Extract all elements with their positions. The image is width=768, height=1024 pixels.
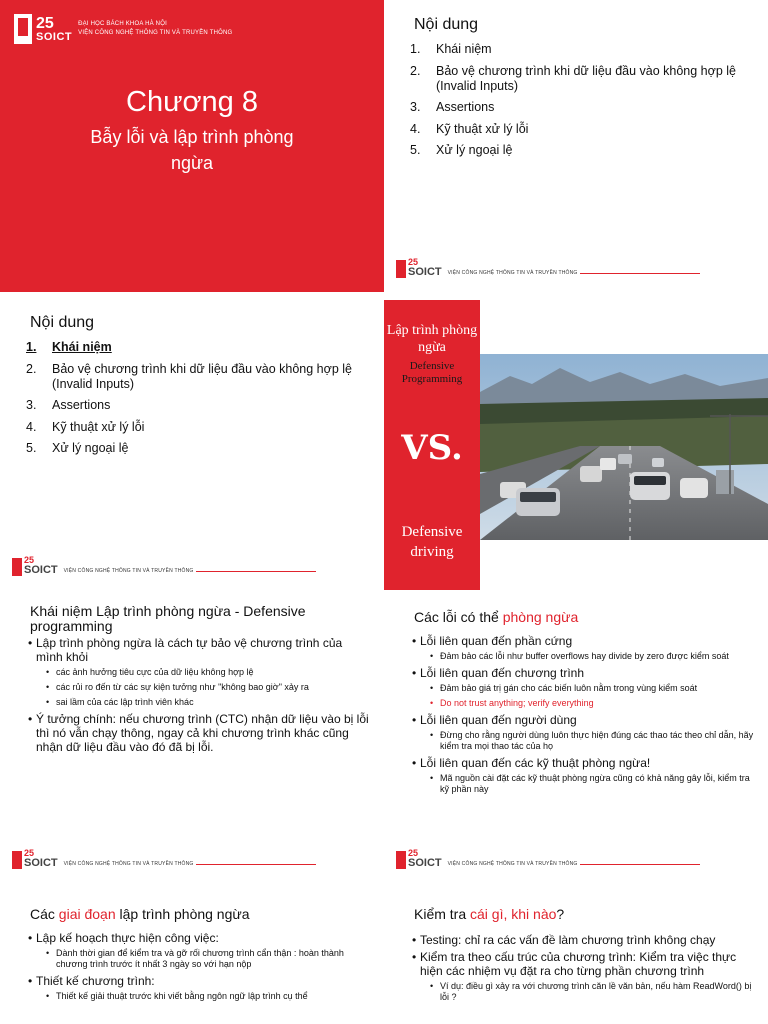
footer-text: VIỆN CÔNG NGHỆ THÔNG TIN VÀ TRUYỀN THÔNG — [63, 568, 194, 574]
footer-logo: 25 SOICT VIỆN CÔNG NGHỆ THÔNG TIN VÀ TRUYỀN THÔNG — [12, 849, 316, 869]
slide-vs — [384, 300, 768, 590]
agenda-item: 2. Bảo vệ chương trình khi dữ liệu đầu vào không hợp lệ (Invalid Inputs) — [410, 63, 736, 93]
chapter-title: Chương 8 — [126, 86, 258, 118]
agenda-item: 5. Xử lý ngoại lệ — [26, 441, 129, 455]
label-defensive-driving: Defensive driving — [401, 524, 463, 560]
slide-agenda — [384, 0, 768, 292]
bullet: • Lập kế hoạch thực hiện công việc: — [28, 931, 219, 945]
slide-preventable-errors — [384, 596, 768, 883]
institute-name: VIỆN CÔNG NGHỆ THÔNG TIN VÀ TRUYỀN THÔNG — [78, 30, 233, 36]
label-defensive-programming: Defensive Programming — [401, 360, 463, 385]
hust-logo-icon — [14, 14, 32, 44]
slide-phases — [0, 891, 384, 1024]
vs-label: VS. — [401, 428, 463, 468]
bullet: • Lỗi liên quan đến các kỹ thuật phòng ngừa! — [412, 756, 651, 770]
slide-title-errors: Các lỗi có thể phòng ngừa — [414, 609, 579, 625]
bullet: • Thiết kế chương trình: — [28, 974, 155, 988]
soict-logo-icon — [12, 558, 22, 576]
slide-what-when — [384, 891, 768, 1024]
bullet: • Lỗi liên quan đến phần cứng — [412, 634, 573, 648]
agenda-item: 3. Assertions — [410, 100, 495, 114]
sub-bullet: • Đừng cho rằng người dùng luôn thực hiện đúng các thao tác theo chỉ dẫn, hãy kiểm tra mọi thao tác của họ — [430, 730, 754, 751]
agenda-list — [410, 42, 736, 165]
agenda-item: 2. Bảo vệ chương trình khi dữ liệu đầu vào không hợp lệ (Invalid Inputs) — [26, 361, 352, 391]
soict-logo-icon — [12, 851, 22, 869]
footer-logo: 25 SOICT VIỆN CÔNG NGHỆ THÔNG TIN VÀ TRUYỀN THÔNG — [396, 258, 700, 278]
label-lap-trinh: Lập trình phòng ngừa — [386, 323, 478, 355]
sub-bullet: • các ảnh hưởng tiêu cực của dữ liệu không hợp lệ — [46, 667, 254, 677]
sub-bullet: • Đảm bảo giá trị gán cho các biến luôn nằm trong vùng kiểm soát — [430, 683, 698, 693]
slide-title-phases: Các giai đoạn lập trình phòng ngừa — [30, 906, 250, 922]
sub-bullet: • các rủi ro đến từ các sự kiện tưởng như "không bao giờ" xảy ra — [46, 682, 309, 692]
sub-bullet: • Đảm bảo các lỗi như buffer overflows hay divide by zero được kiểm soát — [430, 651, 729, 661]
sub-bullet: • Mã nguồn cài đặt các kỹ thuật phòng ngừa cũng có khả năng gây lỗi, kiểm tra kỹ phần này — [430, 773, 750, 794]
slide-title-definition: Khái niệm Lập trình phòng ngừa - Defensive programming — [30, 603, 306, 634]
slide-title — [0, 0, 384, 292]
sub-bullet: • Dành thời gian để kiểm tra và gỡ rối chương trình cẩn thận : hoàn thành chương trình trước ít nhất 3 ngày so với hạn nộp — [46, 948, 344, 969]
slide-title-check: Kiểm tra cái gì, khi nào? — [414, 906, 565, 922]
footer-logo: 25 SOICT VIỆN CÔNG NGHỆ THÔNG TIN VÀ TRUYỀN THÔNG — [12, 556, 316, 576]
sub-bullet: • sai lầm của các lập trình viên khác — [46, 697, 194, 707]
agenda-item: 3. Assertions — [26, 398, 111, 412]
footer-text: VIỆN CÔNG NGHỆ THÔNG TIN VÀ TRUYỀN THÔNG — [447, 861, 578, 867]
sub-bullet: • Thiết kế giải thuật trước khi viết bằng ngôn ngữ lập trình cụ thể — [46, 991, 308, 1001]
bullet: • Lỗi liên quan đến người dùng — [412, 713, 577, 727]
agenda-item: 4. Kỹ thuật xử lý lỗi — [410, 121, 529, 136]
sub-bullet-highlight: • Do not trust anything; verify everything — [430, 698, 594, 708]
chapter-subtitle: Bẫy lỗi và lập trình phòng ngừa — [90, 127, 294, 173]
slide-agenda-active — [0, 300, 384, 590]
university-logo — [14, 14, 232, 44]
bullet: • Testing: chỉ ra các vấn đề làm chương trình không chạy — [412, 933, 716, 947]
bullet: • Lập trình phòng ngừa là cách tự bảo vệ chương trình của mình khỏi — [28, 636, 343, 664]
agenda-item-active: 1. Khái niệm — [26, 340, 112, 354]
agenda-item: 5. Xử lý ngoại lệ — [410, 143, 513, 157]
highway-traffic-photo — [480, 354, 768, 540]
soict-logo-icon — [396, 260, 406, 278]
logo-soict: SOICT — [36, 30, 73, 43]
agenda-item: 1. Khái niệm — [410, 42, 492, 56]
agenda-title: Nội dung — [30, 314, 95, 331]
footer-logo: 25 SOICT VIỆN CÔNG NGHỆ THÔNG TIN VÀ TRUYỀN THÔNG — [396, 849, 700, 869]
agenda-list — [26, 340, 352, 463]
university-name: ĐẠI HỌC BÁCH KHOA HÀ NỘI — [78, 21, 167, 27]
bullet: • Lỗi liên quan đến chương trình — [412, 666, 585, 680]
footer-text: VIỆN CÔNG NGHỆ THÔNG TIN VÀ TRUYỀN THÔNG — [63, 861, 194, 867]
bullet: • Kiểm tra theo cấu trúc của chương trình: Kiểm tra việc thực hiện các nhiệm vụ đặt ra cho từng phần chương trình — [412, 950, 737, 978]
sub-bullet: • Ví dụ: điều gì xảy ra với chương trình căn lề văn bản, nếu hàm ReadWord() bị lỗi ? — [430, 981, 752, 1002]
agenda-title: Nội dung — [414, 16, 479, 33]
footer-text: VIỆN CÔNG NGHỆ THÔNG TIN VÀ TRUYỀN THÔNG — [447, 270, 578, 276]
bullet: • Ý tưởng chính: nếu chương trình (CTC) nhận dữ liệu vào bị lỗi thì nó vẫn chạy thông, ngay cả khi chương trình khác cũng nhận dữ liệu đầu vào đó đã bị lỗi. — [28, 712, 369, 754]
slide-definition — [0, 596, 384, 883]
logo-25: 25 — [36, 14, 54, 32]
soict-logo-icon — [396, 851, 406, 869]
agenda-item: 4. Kỹ thuật xử lý lỗi — [26, 419, 145, 434]
